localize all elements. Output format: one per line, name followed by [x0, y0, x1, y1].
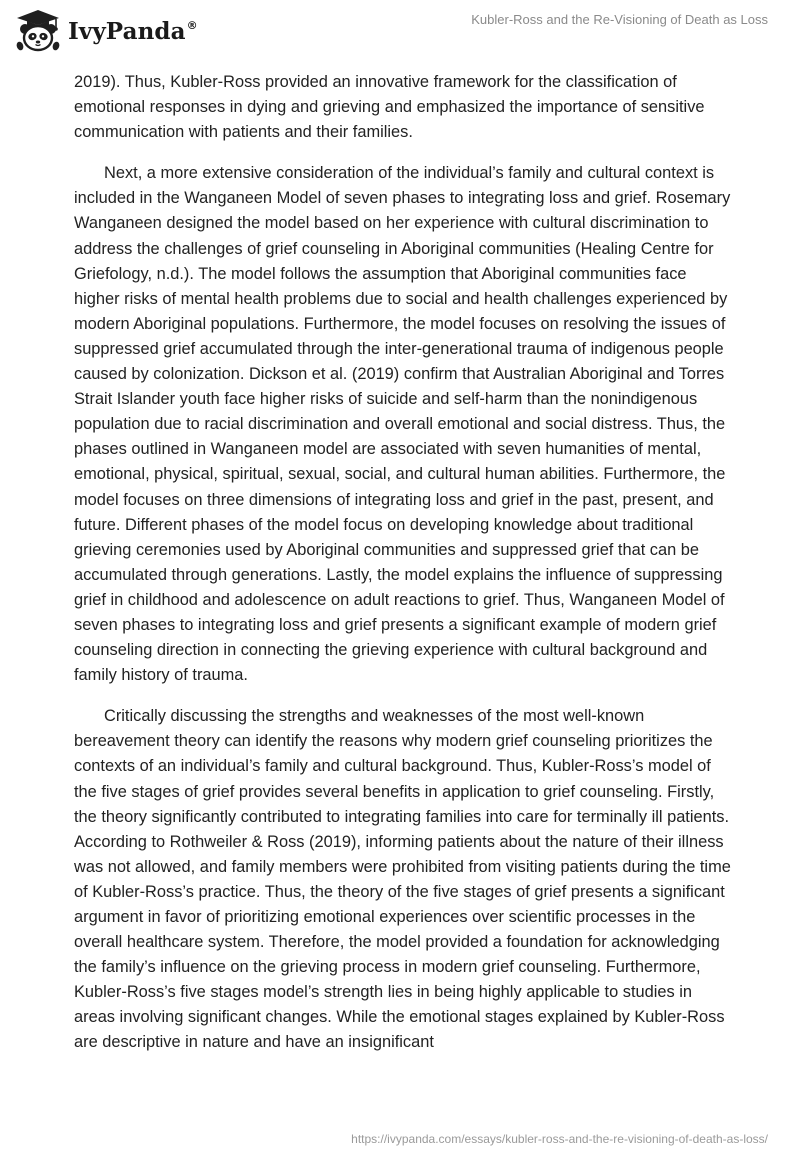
logo-registered-mark: ® — [186, 18, 198, 32]
panda-graduate-icon — [14, 8, 62, 52]
paragraph: Critically discussing the strengths and weaknesses of the most well-known bereavement theory can identify the reasons why modern grief counseling prioritizes the contexts of an individual’s family and cultural background. Thus, Kubler-Ross’s model of the five stages of grief provides several benefits in application to grief counseling. Firstly, the theory significantly contributed to integrating families into care for terminally ill patients. According to Rothweiler & Ross (2019), informing patients about the nature of their illness was not allowed, and family members were prohibited from visiting patients during the time of Kubler-Ross’s practice. Thus, the theory of the five stages of grief presents a significant argument in favor of prioritizing emotional experiences over scientific processes in the overall healthcare system. Therefore, the model provided a foundation for acknowledging the family’s influence on the grieving process in modern grief counseling. Furthermore, Kubler-Ross’s five stages model’s strength lies in being highly applicable to studies in areas involving significant changes. While the emotional stages explained by Kubler-Ross are descriptive in nature and have an insignificant — [74, 707, 731, 1052]
ivypanda-logo[interactable] — [14, 8, 198, 52]
page-header — [0, 0, 800, 64]
logo-name: IvyPanda — [68, 17, 186, 45]
running-title: Kubler-Ross and the Re-Visioning of Death as Loss — [471, 12, 768, 27]
logo-wordmark — [68, 18, 198, 45]
essay-body — [74, 70, 734, 1072]
paragraph: 2019). Thus, Kubler-Ross provided an innovative framework for the classification of emotional responses in dying and grieving and emphasized the importance of sensitive communication with patients and their families. — [74, 73, 705, 142]
source-url[interactable]: https://ivypanda.com/essays/kubler-ross-and-the-re-visioning-of-death-as-loss/ — [351, 1132, 768, 1146]
paragraph: Next, a more extensive consideration of the individual’s family and cultural context is included in the Wanganeen Model of seven phases to integrating loss and grief. Rosemary Wanganeen designed the model based on her experience with cultural discrimination to address the challenges of grief counseling in Aboriginal communities (Healing Centre for Griefology, n.d.). The model follows the assumption that Aboriginal communities face higher risks of mental health problems due to social and health challenges experienced by modern Aboriginal populations. Furthermore, the model focuses on resolving the issues of suppressed grief accumulated through the inter-generational trauma of indigenous people caused by colonization. Dickson et al. (2019) confirm that Australian Aboriginal and Torres Strait Islander youth face higher risks of suicide and self-harm than the nonindigenous population due to racial discrimination and overall emotional and social distress. Thus, the phases outlined in Wanganeen model are associated with seven humanities of mental, emotional, physical, spiritual, sexual, social, and cultural human abilities. Furthermore, the model focuses on three dimensions of integrating loss and grief in the past, present, and future. Different phases of the model focus on developing knowledge about traditional grieving ceremonies used by Aboriginal communities and suppressed grief that can be accumulated through generations. Lastly, the model explains the influence of suppressing grief in childhood and adolescence on adult reactions to grief. Thus, Wanganeen Model of seven phases to integrating loss and grief presents a significant example of modern grief counseling direction in connecting the grieving experience with cultural background and family history of trauma. — [74, 164, 731, 685]
